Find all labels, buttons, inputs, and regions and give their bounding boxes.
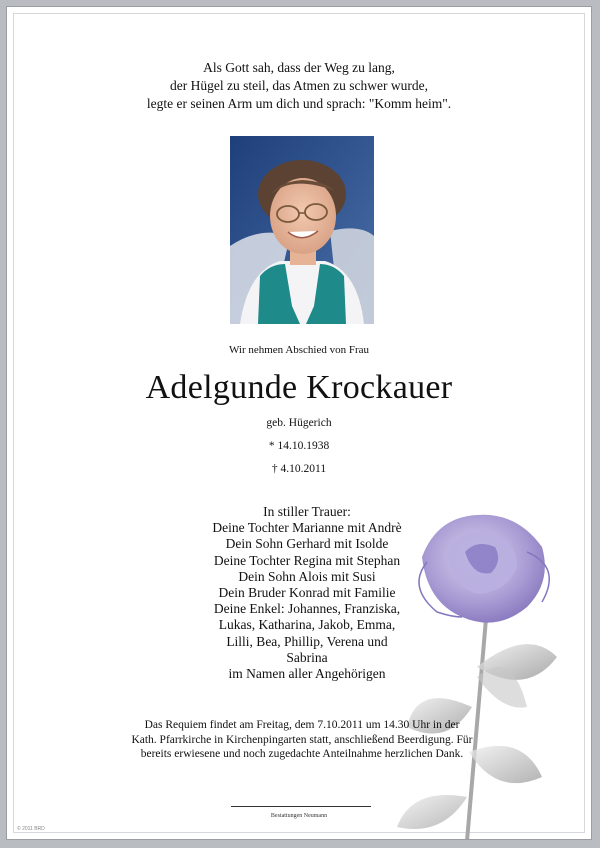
mourner-line: Dein Sohn Gerhard mit Isolde	[225, 536, 389, 552]
mourner-line: Lukas, Katharina, Jakob, Emma,	[218, 617, 396, 633]
mourner-line: Deine Tochter Marianne mit Andrè	[212, 520, 402, 536]
requiem-line: bereits erwiesene und noch zugedachte Anteilnahme herzlichen Dank.	[140, 748, 464, 760]
birth-date: * 14.10.1938	[268, 440, 330, 452]
mourner-line: Sabrina	[286, 649, 328, 665]
mourner-line: im Namen aller Angehörigen	[228, 666, 386, 682]
undertaker-name: Bestattungen Neumann	[270, 813, 328, 819]
mourner-line: Dein Sohn Alois mit Susi	[238, 568, 376, 584]
mourner-line: Dein Bruder Konrad mit Familie	[218, 585, 396, 601]
mourner-line: Lilli, Bea, Phillip, Verena und	[226, 633, 388, 649]
portrait-photo	[230, 136, 374, 324]
deceased-name: Adelgunde Krockauer	[145, 369, 453, 406]
requiem-line: Das Requiem findet am Freitag, dem 7.10.2011 um 14.30 Uhr in der	[144, 719, 460, 731]
obituary-page	[6, 6, 592, 840]
death-date: † 4.10.2011	[271, 463, 327, 475]
signature-divider	[231, 806, 371, 807]
mourner-line: Deine Tochter Regina mit Stephan	[213, 552, 401, 568]
requiem-notice	[117, 718, 487, 762]
maiden-name: geb. Hügerich	[266, 417, 332, 429]
requiem-line: Kath. Pfarrkirche in Kirchenpingarten statt, anschließend Beerdigung. Für	[131, 733, 473, 746]
verse-line: legte er seinen Arm um dich und sprach: "Komm heim".	[146, 96, 452, 111]
copyright-notice: © 2011 BRD	[17, 826, 45, 832]
verse-line: Als Gott sah, dass der Weg zu lang,	[203, 60, 395, 75]
mourners-heading: In stiller Trauer:	[263, 504, 351, 519]
farewell-intro: Wir nehmen Abschied von Frau	[228, 344, 370, 356]
mourner-line: Deine Enkel: Johannes, Franziska,	[213, 601, 401, 617]
mourners-list	[157, 504, 457, 682]
memorial-verse	[7, 59, 591, 113]
verse-line: der Hügel zu steil, das Atmen zu schwer wurde,	[170, 78, 428, 93]
